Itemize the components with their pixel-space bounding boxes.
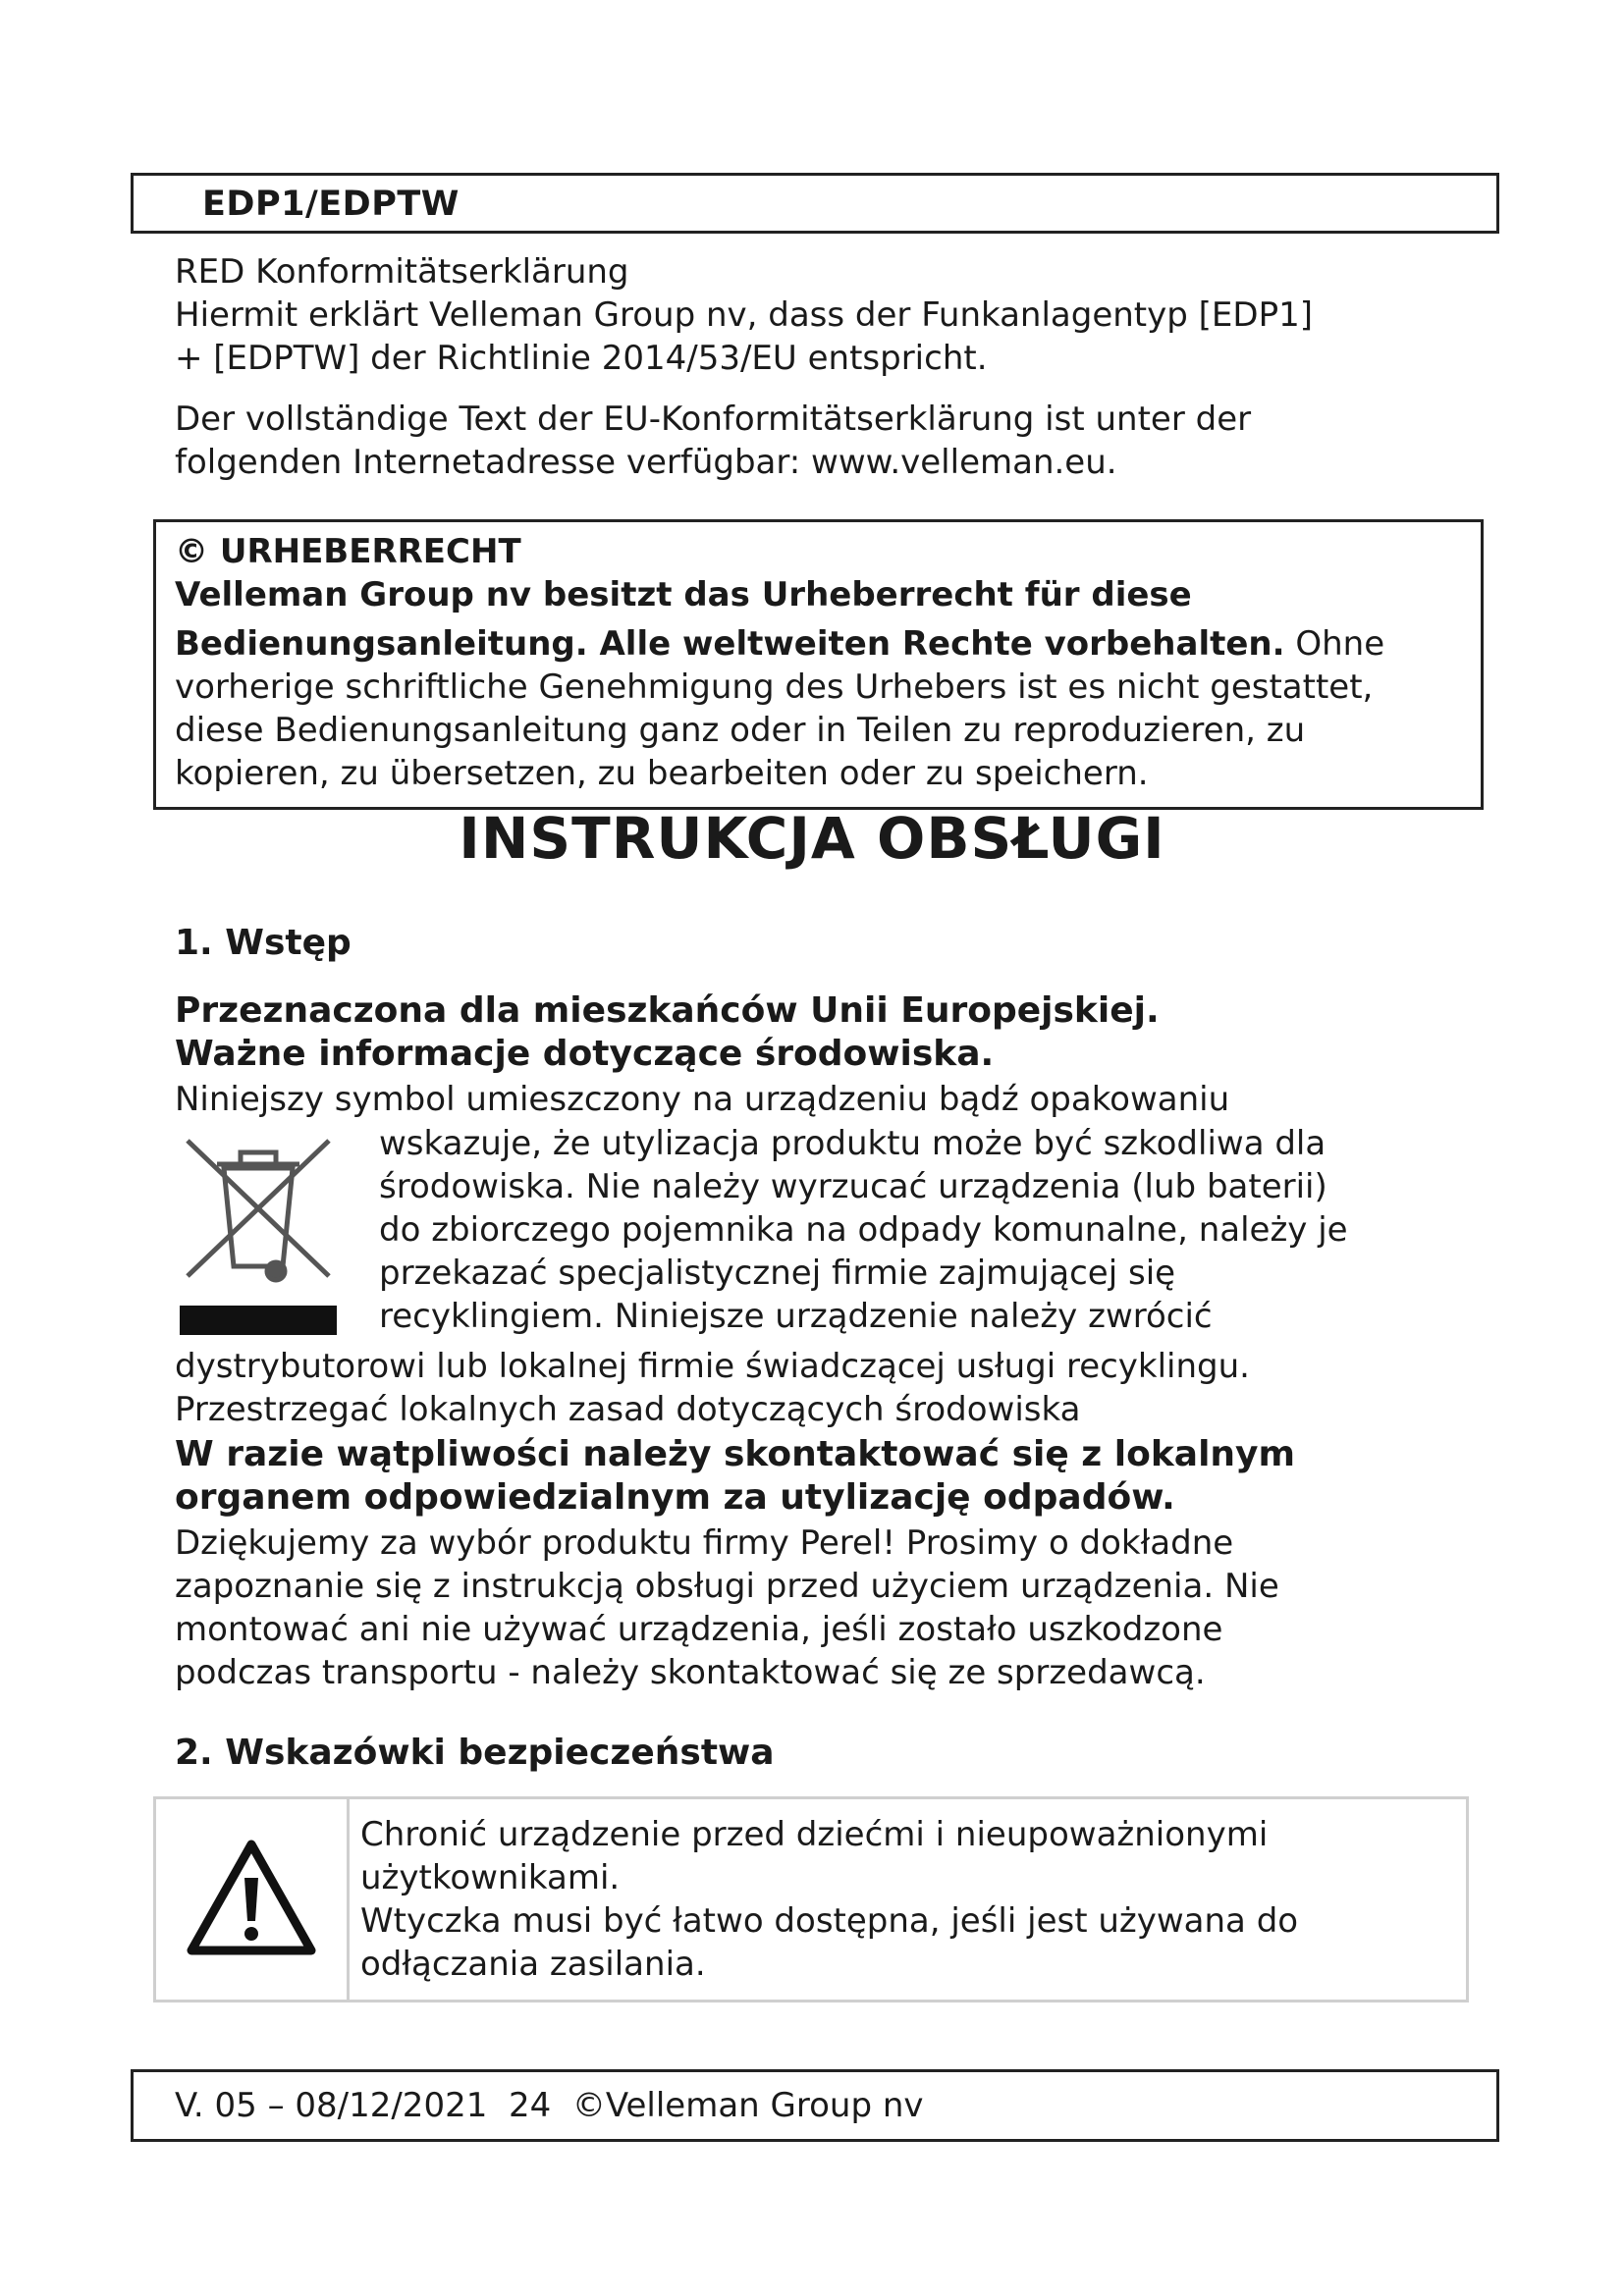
- eu-notice: [175, 989, 1160, 1076]
- section-heading-safety: 2. Wskazówki bezpieczeństwa: [175, 1733, 775, 1773]
- thanks-line: Dziękujemy za wybór produktu firmy Perel! Prosimy o dokładne: [175, 1523, 1234, 1563]
- copyright-bold-line: Bedienungsanleitung. Alle weltweiten Rechte vorbehalten.: [175, 624, 1285, 664]
- safety-line: Wtyczka musi być łatwo dostępna, jeśli jest używana do: [360, 1901, 1299, 1941]
- copyright-text: [175, 530, 1384, 795]
- thanks-paragraph: [175, 1522, 1279, 1694]
- safety-table: [153, 1796, 1469, 2002]
- section-heading-intro: 1. Wstęp: [175, 923, 352, 963]
- env-line: środowiska. Nie należy wyrzucać urządzenia (lub baterii): [379, 1167, 1327, 1206]
- safety-line: odłączania zasilania.: [360, 1945, 706, 1984]
- footer-copyright: ©Velleman Group nv: [571, 2086, 924, 2125]
- red-line: + [EDPTW] der Richtlinie 2014/53/EU entspricht.: [175, 339, 988, 378]
- footer-text: [175, 2086, 924, 2125]
- copyright-line: kopieren, zu übersetzen, zu bearbeiten oder zu speichern.: [175, 754, 1149, 793]
- model-title: EDP1/EDPTW: [202, 185, 460, 224]
- weee-bin-icon: [180, 1129, 337, 1340]
- red-line: RED Konformitätserklärung: [175, 252, 629, 292]
- copyright-line-rest: Ohne: [1284, 624, 1385, 664]
- red-full-line: folgenden Internetadresse verfügbar: www.velleman.eu.: [175, 443, 1117, 482]
- thanks-line: podczas transportu - należy skontaktować się ze sprzedawcą.: [175, 1653, 1206, 1692]
- env-indented: [379, 1122, 1348, 1338]
- header-box: [131, 173, 1499, 234]
- safety-line: Chronić urządzenie przed dziećmi i nieupoważnionymi: [360, 1815, 1269, 1854]
- env-bold-notice: [175, 1433, 1295, 1520]
- env-line: Niniejszy symbol umieszczony na urządzeniu bądź opakowaniu: [175, 1080, 1230, 1119]
- safety-line: użytkownikami.: [360, 1858, 621, 1897]
- env-bold-line: W razie wątpliwości należy skontaktować się z lokalnym: [175, 1434, 1296, 1474]
- copyright-line: vorherige schriftliche Genehmigung des Urhebers ist es nicht gestattet,: [175, 667, 1374, 707]
- env-line: przekazać specjalistycznej firmie zajmującej się: [379, 1254, 1176, 1293]
- page-number: 24: [508, 2086, 552, 2125]
- thanks-line: zapoznanie się z instrukcją obsługi przed użyciem urządzenia. Nie: [175, 1567, 1279, 1606]
- table-divider: [347, 1799, 350, 2000]
- red-full-line: Der vollständige Text der EU-Konformitätserklärung ist unter der: [175, 400, 1252, 439]
- red-line: Hiermit erklärt Velleman Group nv, dass der Funkanlagentyp [EDP1]: [175, 295, 1313, 335]
- eu-notice-line: Przeznaczona dla mieszkańców Unii Europejskiej.: [175, 990, 1160, 1031]
- copyright-bold-line: Velleman Group nv besitzt das Urheberrecht für diese: [175, 575, 1192, 614]
- copyright-line: diese Bedienungsanleitung ganz oder in Teilen zu reproduzieren, zu: [175, 711, 1306, 750]
- safety-text: [360, 1813, 1298, 1986]
- env-bold-line: organem odpowiedzialnym za utylizację odpadów.: [175, 1477, 1175, 1518]
- env-line: dystrybutorowi lub lokalnej firmie świadczącej usługi recyklingu.: [175, 1347, 1250, 1386]
- footer: [131, 2069, 1499, 2142]
- page-title: INSTRUKCJA OBSŁUGI: [459, 805, 1165, 872]
- env-line: do zbiorczego pojemnika na odpady komunalne, należy je: [379, 1210, 1348, 1250]
- env-tail: [175, 1345, 1250, 1431]
- copyright-heading: © URHEBERRECHT: [175, 532, 521, 571]
- env-line: wskazuje, że utylizacja produktu może być szkodliwa dla: [379, 1124, 1326, 1163]
- footer-version: V. 05 – 08/12/2021: [175, 2086, 488, 2125]
- thanks-line: montować ani nie używać urządzenia, jeśli zostało uszkodzone: [175, 1610, 1223, 1649]
- env-line: recyklingiem. Niniejsze urządzenie należy zwrócić: [379, 1297, 1213, 1336]
- red-declaration: [175, 250, 1313, 380]
- env-line: Przestrzegać lokalnych zasad dotyczących środowiska: [175, 1390, 1081, 1429]
- red-full-text: [175, 398, 1251, 484]
- eu-notice-line: Ważne informacje dotyczące środowiska.: [175, 1034, 995, 1074]
- warning-triangle-icon: [186, 1839, 317, 1956]
